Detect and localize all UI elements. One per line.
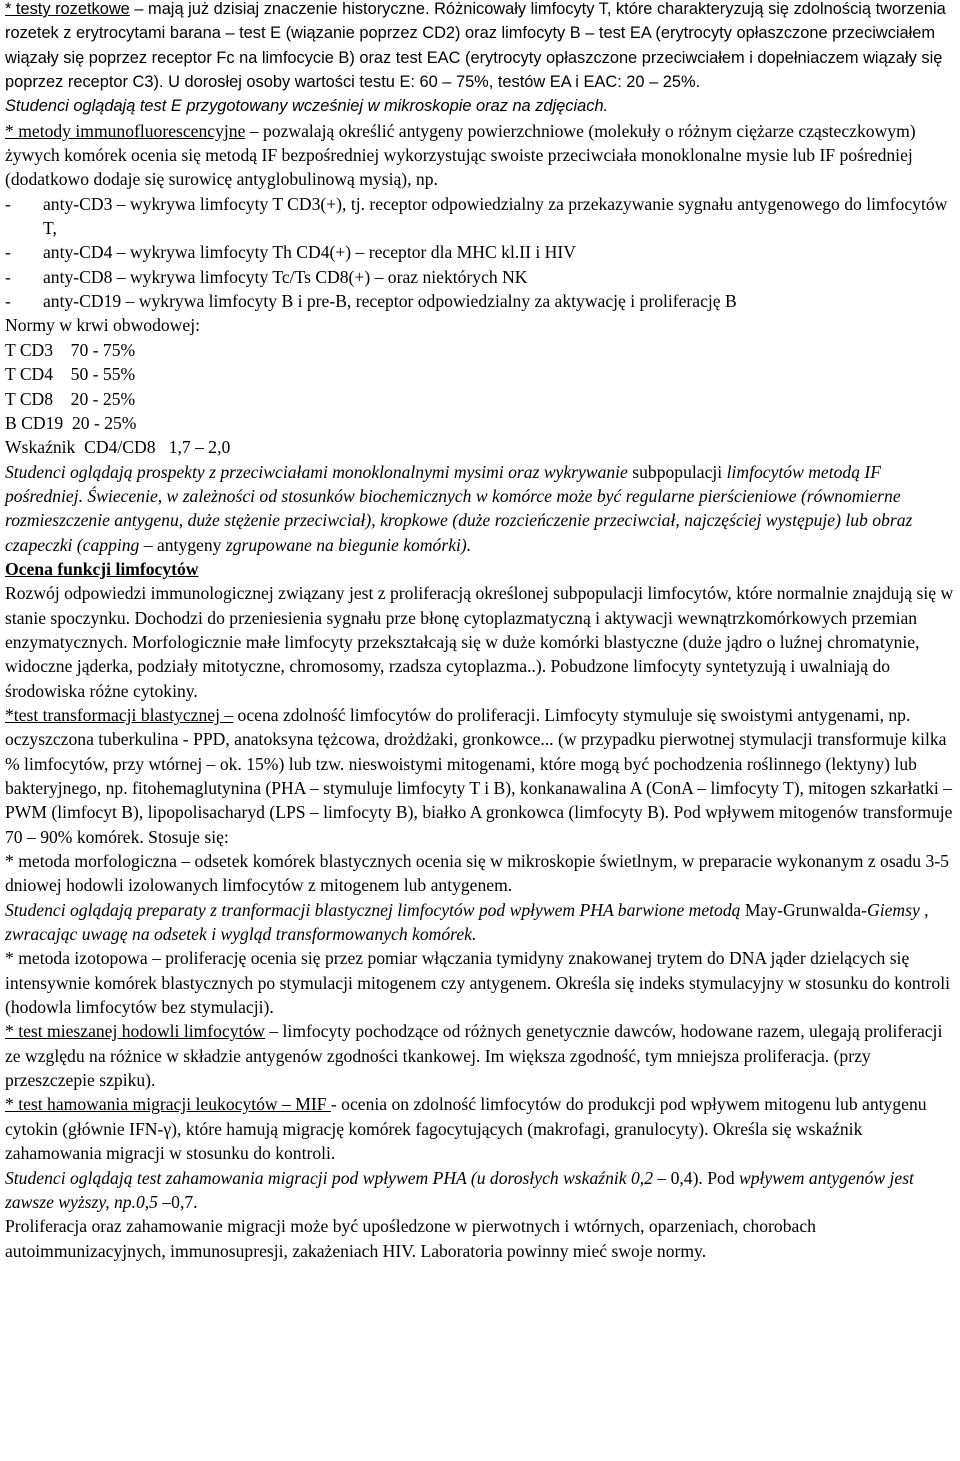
mif-title: * test hamowania migracji leukocytów – MIF — [5, 1094, 331, 1115]
norm-row: T CD8 20 - 25% — [5, 388, 136, 409]
list-item: - anty-CD8 – wykrywa limfocyty Tc/Ts CD8(+) – oraz niektórych NK — [5, 265, 955, 289]
rosette-title: * testy rozetkowe — [5, 0, 130, 18]
note-part: Studenci oglądają preparaty z tranformacji blastycznej limfocytów pod wpływem PHA barwione metodą — [5, 899, 745, 920]
mixed-culture-paragraph — [5, 1019, 955, 1092]
norm-row: B CD19 20 - 25% — [5, 412, 137, 433]
section-heading-text: Ocena funkcji limfocytów — [5, 558, 199, 579]
note-part: May-Grunwalda- — [744, 899, 867, 920]
norm-row: Wskaźnik CD4/CD8 1,7 – 2,0 — [5, 437, 231, 458]
note-part: wpływem antygenów jest zawsze wyższy, np.0,5 — [5, 1167, 914, 1212]
morphology-students-note — [5, 898, 955, 947]
note-part: limfocytów metodą IF pośredniej. Świecenie, w zależności od stosunków biochemicznych w komórce może być regularne pierścieniowe (równomierne rozmieszczenie antygenu, duże stężenie przeciwciał), kropkowe (duże rozcieńczenie przeciwciał, najczęściej występuje) lub obraz czapeczki (capping – — [5, 461, 913, 555]
list-item: - anty-CD3 – wykrywa limfocyty T CD3(+), tj. receptor odpowiedzialny za przekazywanie sygnału antygenowego do limfocytów T, — [5, 192, 955, 241]
list-item-text: anty-CD3 – wykrywa limfocyty T CD3(+), tj. receptor odpowiedzialny za przekazywanie sygnału antygenowego do limfocytów T, — [43, 193, 948, 239]
list-item-text: anty-CD4 – wykrywa limfocyty Th CD4(+) – receptor dla MHC kl.II i HIV — [43, 242, 576, 263]
note-part: antygeny — [152, 534, 226, 555]
blast-test-paragraph — [5, 703, 955, 849]
document-page — [5, 0, 955, 1263]
immuno-students-note — [5, 460, 955, 557]
note-part: Studenci oglądają test zahamowania migracji pod wpływem PHA (u dorosłych wskaźnik 0,2 – — [5, 1167, 667, 1188]
list-item-text: anty-CD19 – wykrywa limfocyty B i pre-B, receptor odpowiedzialny za aktywację i proliferację B — [43, 291, 737, 312]
mif-paragraph — [5, 1092, 955, 1165]
blast-test-title: *test transformacji blastycznej – — [5, 704, 234, 725]
immuno-title: * metody immunofluorescencyjne — [5, 120, 246, 141]
immuno-text: – pozwalają określić antygeny powierzchniowe (molekuły o różnym ciężarze cząsteczkowym) żywych komórek ocenia się metodą IF bezpośredniej wykorzystując swoiste przeciwciała monoklonalne mysie lub IF pośredniej (dodatkowo dodaje się surowicę antyglobulinową mysią), np. — [5, 120, 916, 190]
isotope-method-paragraph: * metoda izotopowa – proliferację ocenia się przez pomiar włączania tymidyny znakowanej trytem do DNA jąder dzielących się intensywnie komórek blastycznych po stymulacji mitogenem czy antygenem. Określa się indeks stymulacyjny w stosunku do kontroli (hodowla limfocytów bez stymulacji). — [5, 948, 950, 1018]
norms-title: Normy w krwi obwodowej: — [5, 315, 200, 336]
mif-students-note — [5, 1166, 955, 1215]
mif-text: - ocenia on zdolność limfocytów do produkcji pod wpływem mitogenu lub antygenu cytokin (głównie IFN-γ), które hamują migrację komórek fagocytujących (makrofagi, granulocyty). Określa się wskaźnik zahamowania migracji w stosunku do kontroli. — [5, 1094, 927, 1164]
norms-list — [5, 338, 955, 460]
norm-row: T CD3 70 - 75% — [5, 339, 136, 360]
morphology-method-paragraph: * metoda morfologiczna – odsetek komórek blastycznych ocenia się w mikroskopie świetlnym, w preparacie wykonanym z osadu 3-5 dniowej hodowli izolowanych limfocytów z mitogenem lub antygenem. — [5, 851, 949, 896]
list-item: - anty-CD19 – wykrywa limfocyty B i pre-B, receptor odpowiedzialny za aktywację i proliferację B — [5, 289, 955, 313]
note-part: zgrupowane na biegunie komórki). — [225, 534, 472, 555]
norm-row: T CD4 50 - 55% — [5, 364, 136, 385]
mixed-culture-title: * test mieszanej hodowli limfocytów — [5, 1021, 265, 1042]
note-part: subpopulacji — [627, 461, 727, 482]
immuno-paragraph — [5, 119, 955, 192]
blast-test-text: ocena zdolność limfocytów do proliferacji. Limfocyty stymuluje się swoistymi antygenami, np. oczyszczona tuberkulina - PPD, anatoksyna tężcowa, drożdżaki, gronkowce... (w przypadku pierwotnej stymulacji transformuje kilka % limfocytów, przy wtórnej – ok. 15%) lub tzw. nieswoistymi mitogenami, które mogą być pochodzenia roślinnego (lektyny) lub bakteryjnego, np. fitohemaglutynina (PHA – stymuluje limfocyty T i B), konkanawalina A (ConA – limfocyty T), mitogen szkarłatki –PWM (limfocyt B), lipopolisacharyd (LPS – limfocyty B), białko A gronkowca (limfocyty B). Pod wpływem mitogenów transformuje 70 – 90% komórek. Stosuje się: — [5, 704, 953, 847]
note-part: Giemsy , zwracając uwagę na odsetek i wygląd transformowanych komórek. — [5, 899, 929, 945]
rosette-students-note: Studenci oglądają test E przygotowany wcześniej w mikroskopie oraz na zdjęciach. — [5, 97, 609, 116]
note-part: Studenci oglądają prospekty z przeciwciałami monoklonalnymi mysimi oraz wykrywanie — [5, 461, 628, 482]
list-item: - anty-CD4 – wykrywa limfocyty Th CD4(+) – receptor dla MHC kl.II i HIV — [5, 240, 955, 264]
note-part: 0,4). Pod — [666, 1167, 740, 1188]
antibody-list — [5, 192, 955, 314]
ocena-intro-paragraph: Rozwój odpowiedzi immunologicznej związany jest z proliferacją określonej subpopulacji limfocytów, które normalnie znajdują się w stanie spoczynku. Dochodzi do przeniesienia sygnału prze błonę cytoplazmatyczną i aktywacji wewnątrzkomórkowych przemian enzymatycznych. Morfologicznie małe limfocyty przekształcają się w duże komórki blastyczne (duże jądro o luźnej chromatynie, widoczne jąderka, podziały mitotyczne, chromosomy, rzadsza cytoplazma..). Pobudzone limfocyty syntetyzują i uwalniają do środowiska różne cytokiny. — [5, 583, 954, 701]
list-item-text: anty-CD8 – wykrywa limfocyty Tc/Ts CD8(+) – oraz niektórych NK — [43, 266, 528, 287]
section-heading — [5, 557, 955, 581]
rosette-text: – mają już dzisiaj znaczenie historyczne. Różnicowały limfocyty T, które charakteryzują się zdolnością tworzenia rozetek z erytrocytami barana – test E (wiązanie poprzez CD2) oraz limfocyty B – test EA (erytrocyty opłaszczone przeciwciałem wiązały się poprzez receptor Fc na limfocycie B) oraz test EAC (erytrocyty opłaszczone przeciwciałem i dopełniaczem wiązały się poprzez receptor C3). U dorosłej osoby wartości testu E: 60 – 75%, testów EA i EAC: 20 – 25%. — [5, 0, 946, 92]
final-paragraph: Proliferacja oraz zahamowanie migracji może być upośledzone w pierwotnych i wtórnych, oparzeniach, chorobach autoimmunizacyjnych, immunosupresji, zakażeniach HIV. Laboratoria powinny mieć swoje normy. — [5, 1216, 816, 1261]
rosette-paragraph — [5, 0, 955, 94]
mixed-culture-text: – limfocyty pochodzące od różnych genetycznie dawców, hodowane razem, ulegają proliferacji ze względu na różnice w składzie antygenów zgodności tkankowej. Im większa zgodność, tym mniejsza proliferacja. (przy przeszczepie szpiku). — [5, 1021, 943, 1091]
note-part: –0,7. — [157, 1191, 198, 1212]
